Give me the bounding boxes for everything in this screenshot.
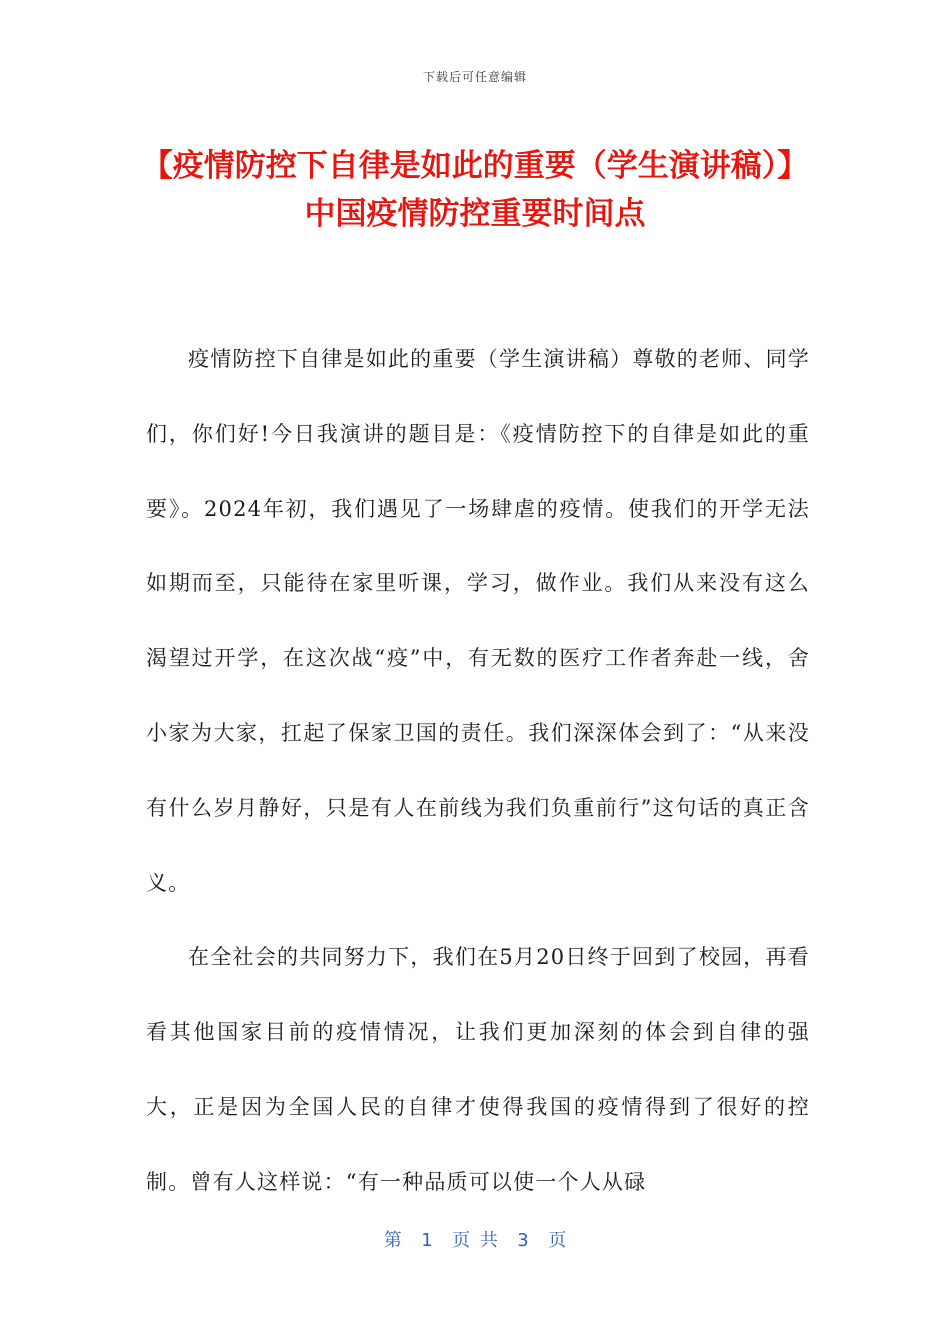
page-number-footer [0,1226,950,1252]
header-note: 下载后可任意编辑 [422,70,527,84]
paragraph: 在全社会的共同努力下，我们在5月20日终于回到了校园，再看看其他国家目前的疫情情况，让我们更加深刻的体会到自律的强大，正是因为全国人民的自律才使得我国的疫情得到了很好的控制。曾有人这样说：“有一种品质可以使一个人从碌 [146,945,810,1194]
document-body [146,322,810,1220]
document-title: 【疫情防控下自律是如此的重要（学生演讲稿）】中国疫情防控重要时间点 [141,148,809,232]
page-number-label: 第 1 页 共 3 页 [383,1230,567,1251]
paragraph: 疫情防控下自律是如此的重要（学生演讲稿）尊敬的老师、同学们，你们好!今日我演讲的题目是：《疫情防控下的自律是如此的重要》。2024年初，我们遇见了一场肆虐的疫情。使我们的开学无法如期而至，只能待在家里听课，学习，做作业。我们从来没有这么渴望过开学，在这次战“疫”中，有无数的医疗工作者奔赴一线，舍小家为大家，扛起了保家卫国的责任。我们深深体会到了：“从来没有什么岁月静好，只是有人在前线为我们负重前行”这句话的真正含义。 [146,347,810,895]
